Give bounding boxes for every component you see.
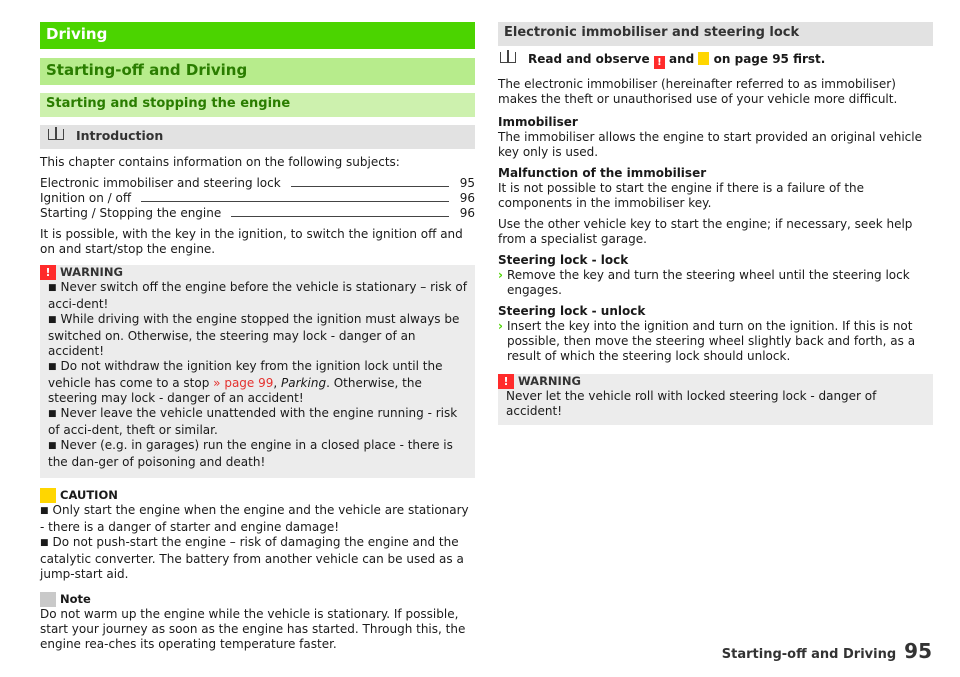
warning-inline-icon: ! <box>654 56 665 69</box>
toc-leader <box>291 186 449 187</box>
caution-item: ■ Do not push-start the engine – risk of damaging the engine and the catalytic converter. The battery from another vehicle can be used as a jump-start aid. <box>40 535 475 582</box>
warning-item: ■ Never (e.g. in garages) run the engine in a closed place - there is the dan-ger of poisoning and death! <box>48 438 467 470</box>
toc-item-page: 96 <box>459 191 475 205</box>
read-observe-post[interactable]: on page 95 first. <box>713 52 826 66</box>
toc-item[interactable] <box>40 206 475 221</box>
immobiliser-title: Immobiliser <box>498 115 578 129</box>
caution-item: ■ Only start the engine when the engine and the vehicle are stationary - there is a danger of starter and engine damage! <box>40 503 475 535</box>
toc-leader <box>141 201 449 202</box>
right-heading: Electronic immobiliser and steering lock <box>498 22 933 46</box>
note-header <box>40 592 475 607</box>
read-observe-line <box>498 52 933 69</box>
caution-label: CAUTION <box>60 488 118 502</box>
page-link[interactable]: » page 99 <box>213 376 274 390</box>
caution-inline-icon <box>698 52 709 65</box>
immobiliser-text: The immobiliser allows the engine to start provided an original vehicle key only is used. <box>498 130 922 159</box>
intro-heading-label: Introduction <box>76 128 164 143</box>
unlock-title: Steering lock - unlock <box>498 304 646 318</box>
other-key-text: Use the other vehicle key to start the engine; if necessary, seek help from a specialist garage. <box>498 217 913 246</box>
page-footer <box>721 639 932 663</box>
caution-icon <box>40 488 56 503</box>
toc-item-label: Electronic immobiliser and steering lock <box>40 176 281 190</box>
subchapter-title: Starting and stopping the engine <box>40 93 475 117</box>
warning-item-sep: , <box>273 376 282 390</box>
note-text: Do not warm up the engine while the vehicle is stationary. If possible, start your journey as soon as the engine has started. Through this, the engine rea-ches its operating temperature faster. <box>40 607 466 651</box>
unlock-step-text: Insert the key into the ignition and turn on the ignition. If this is not possible, then move the steering wheel slightly back and forth, as a result of which the steering lock should unlock. <box>506 319 916 363</box>
lock-step <box>498 268 933 298</box>
lock-step-text: Remove the key and turn the steering wheel until the steering lock engages. <box>506 268 910 297</box>
page-number: 95 <box>904 639 932 663</box>
intro-heading <box>40 125 475 149</box>
chapter-title: Starting-off and Driving <box>40 58 475 85</box>
warning-icon: ! <box>498 374 514 389</box>
warning-item <box>48 359 467 406</box>
warning-item-text: . Otherwise, the steering may lock - danger of an accident! <box>48 376 422 405</box>
note-icon <box>40 592 56 607</box>
toc-item[interactable] <box>40 176 475 191</box>
warning-item-text: Do not withdraw the ignition key from the ignition lock until the vehicle has come to a stop <box>48 359 443 390</box>
warning-item: ■ Never leave the vehicle unattended with the engine running - risk of acci-dent, theft or similar. <box>48 406 467 438</box>
toc-item-label: Starting / Stopping the engine <box>40 206 222 220</box>
read-observe-mid: and <box>669 52 695 66</box>
warning-text: Never let the vehicle roll with locked steering lock - danger of accident! <box>506 389 877 418</box>
malfunction-title: Malfunction of the immobiliser <box>498 166 707 180</box>
left-column <box>40 22 475 652</box>
right-column <box>498 22 933 425</box>
note-label: Note <box>60 592 91 606</box>
toc-item-page: 96 <box>459 206 475 220</box>
warning-icon: ! <box>40 265 56 280</box>
toc-item-label: Ignition on / off <box>40 191 132 205</box>
intro-text: This chapter contains information on the following subjects: <box>40 155 400 169</box>
read-observe-pre: Read and observe <box>528 52 650 66</box>
malfunction-text: It is not possible to start the engine if there is a failure of the components in the immobiliser key. <box>498 181 865 210</box>
warning-item: ■ Never switch off the engine before the vehicle is stationary – risk of acci-dent! <box>48 280 467 312</box>
intro-paragraph: It is possible, with the key in the ignition, to switch the ignition off and on and start/stop the engine. <box>40 227 463 256</box>
warning-item: ■ While driving with the engine stopped the ignition must always be switched on. Otherwise, the steering may lock - danger of an accident! <box>48 312 467 359</box>
warning-header <box>45 265 467 280</box>
footer-title: Starting-off and Driving <box>721 647 897 662</box>
warning-box <box>40 265 475 478</box>
table-of-contents <box>40 176 475 221</box>
lock-title: Steering lock - lock <box>498 253 629 267</box>
book-icon <box>500 52 516 63</box>
warning-header <box>503 374 925 389</box>
chevron-right-icon: › <box>498 319 503 333</box>
warning-label: WARNING <box>60 265 123 279</box>
book-icon <box>48 129 64 140</box>
warning-label: WARNING <box>518 374 581 388</box>
immobiliser-intro: The electronic immobiliser (hereinafter referred to as immobiliser) makes the theft or unauthorised use of your vehicle more difficult. <box>498 77 898 106</box>
toc-leader <box>231 216 449 217</box>
chevron-right-icon: › <box>498 268 503 282</box>
caution-header <box>40 488 475 503</box>
section-title: Driving <box>40 22 475 49</box>
toc-item-page: 95 <box>459 176 475 190</box>
toc-item[interactable] <box>40 191 475 206</box>
warning-box-right <box>498 374 933 425</box>
warning-item-italic: Parking <box>281 376 327 390</box>
unlock-step <box>498 319 933 364</box>
